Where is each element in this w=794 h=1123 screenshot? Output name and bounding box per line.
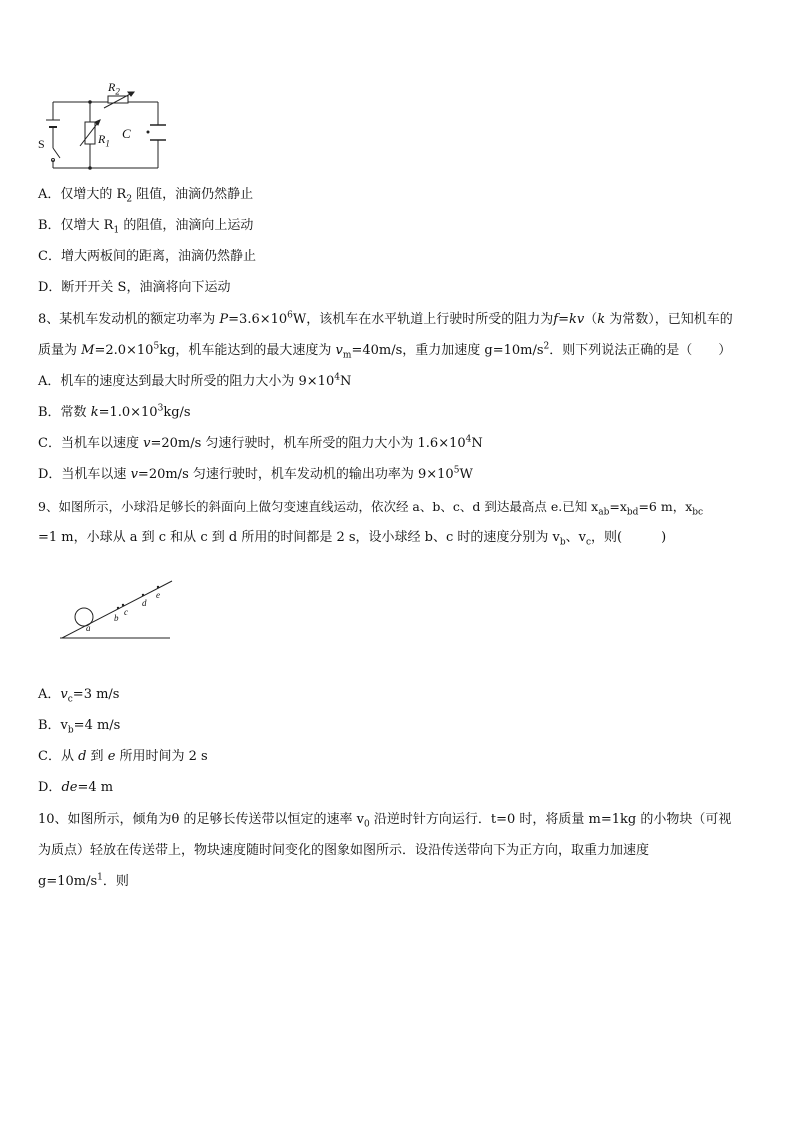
q8-option-d	[38, 466, 473, 484]
q8-d-pre: D．当机车以速	[38, 467, 131, 482]
q8-c-post: N	[471, 436, 483, 451]
q8-s2-sup: 5	[153, 341, 160, 352]
q7-option-a	[38, 186, 253, 204]
q7-b-post: 的阻值，油滴向上运动	[119, 218, 254, 233]
q8-s2-v: v	[335, 343, 343, 358]
q8-s1b: =3.6×10	[228, 312, 288, 327]
incline-label-a: a	[86, 623, 91, 633]
q8-s2b: =2.0×10	[94, 343, 154, 358]
q8-c-mid: =20m/s 匀速行驶时，机车所受的阻力大小为 1.6×10	[150, 436, 466, 451]
incline-label-e: e	[156, 590, 160, 600]
q9-stem-line1	[38, 498, 703, 516]
label-c: C	[122, 126, 131, 141]
q8-s1-p: P	[219, 312, 229, 327]
q10-l1b: 沿逆时针方向运行．t=0 时，将质量 m=1kg 的小物块（可视	[369, 812, 732, 827]
q8-s2-vsub: m	[342, 350, 352, 361]
q8-a-post: N	[339, 374, 352, 389]
q9-option-c	[38, 748, 208, 766]
q10-l3a: g=10m/s	[38, 874, 98, 889]
q9-d-post: =4 m	[77, 780, 114, 795]
q8-stem-line1	[38, 311, 733, 329]
q7-option-b	[38, 217, 253, 235]
q10-stem-line3	[38, 873, 129, 891]
q9-option-b	[38, 717, 120, 735]
q8-s1-sup: 6	[287, 310, 293, 321]
q8-d-v: v	[130, 467, 138, 482]
q7-option-d: D．断开开关 S，油滴将向下运动	[38, 280, 231, 295]
q8-s1d: （	[584, 312, 598, 327]
q10-stem-line1	[38, 811, 731, 829]
q7-a-post: 阻值，油滴仍然静止	[132, 187, 254, 202]
q9-c-d: d	[78, 749, 87, 764]
q8-c-v: v	[143, 436, 151, 451]
q8-s1-f: f=kv	[553, 312, 585, 327]
q9-option-d	[38, 779, 113, 797]
q8-s1-k: k	[597, 312, 606, 327]
q9-s2-sub1: b	[559, 537, 566, 548]
q8-b-post: kg/s	[163, 405, 191, 420]
q7-a-sub: 2	[126, 194, 133, 205]
q8-s2-sup2: 2	[543, 341, 550, 352]
q8-b-k: k	[90, 405, 99, 420]
incline-label-d: d	[142, 598, 147, 608]
q8-a-pre: A．机车的速度达到最大时所受的阻力大小为 9×10	[38, 374, 335, 389]
q9-s1-sub1: ab	[598, 507, 610, 518]
q10-l1a: 10、如图所示，倾角为θ 的足够长传送带以恒定的速率 v	[38, 812, 364, 827]
label-r1-text: R	[98, 132, 106, 146]
q9-a-pre: A．	[38, 687, 61, 702]
q8-d-sup: 5	[453, 465, 460, 476]
q8-b-sup: 3	[157, 403, 164, 414]
label-r2	[108, 80, 120, 95]
label-r2-sub: 2	[115, 86, 120, 97]
label-r1-sub: 1	[105, 138, 110, 149]
q9-b-post: =4 m/s	[73, 718, 121, 733]
q9-d-pre: D．	[38, 780, 62, 795]
q9-s1-sub2: bd	[626, 507, 639, 518]
q9-b-pre: B．v	[38, 718, 68, 733]
q10-l3-sup: 1	[97, 872, 103, 883]
label-r2-text: R	[108, 80, 116, 94]
incline-diagram	[58, 577, 176, 643]
q9-c-mid: 到	[86, 749, 108, 764]
q9-a-v: v	[60, 687, 68, 702]
q7-b-sub: 1	[113, 225, 120, 236]
q8-stem-line2	[38, 342, 731, 360]
q7-a-pre: A．仅增大的 R	[38, 187, 127, 202]
q8-s1c: W，该机车在水平轨道上行驶时所受的阻力为	[292, 312, 554, 327]
label-s: S	[38, 137, 45, 151]
q9-stem-line2	[38, 529, 666, 547]
q8-c-sup: 4	[465, 434, 472, 445]
q9-s1-mid: =x	[609, 499, 627, 514]
q8-option-a	[38, 373, 351, 391]
q9-b-sub: b	[67, 725, 74, 736]
q8-b-pre: B．常数	[38, 405, 91, 420]
q9-s1-sub3: bc	[692, 507, 704, 518]
q9-c-pre: C．从	[38, 749, 79, 764]
q8-s2-m: M	[81, 343, 95, 358]
q9-c-post: 所用时间为 2 s	[115, 749, 208, 764]
q8-s1e: 为常数），已知机车的	[605, 312, 733, 327]
q9-a-sub: c	[67, 694, 73, 705]
incline-label-c: c	[124, 607, 128, 617]
q9-s1-end: =6 m，x	[638, 499, 693, 514]
q8-s1a: 8、某机车发动机的额定功率为	[38, 312, 220, 327]
q8-b-mid: =1.0×10	[98, 405, 158, 420]
q9-option-a	[38, 686, 119, 704]
q8-d-post: W	[459, 467, 473, 482]
q9-s2: =1 m，小球从 a 到 c 和从 c 到 d 所用的时间都是 2 s，设小球经 b、c 时的速度分别为 v	[38, 530, 560, 545]
circuit-diagram	[38, 80, 173, 172]
q9-d-de: de	[61, 780, 78, 795]
q8-s2e: ．则下列说法正确的是（ ）	[549, 343, 732, 358]
q8-a-sup: 4	[334, 372, 340, 383]
q8-c-pre: C．当机车以速度	[38, 436, 144, 451]
q9-s1: 9、如图所示，小球沿足够长的斜面向上做匀变速直线运动，依次经 a、b、c、d 到达最高点 e.已知 x	[38, 499, 599, 514]
q10-l3b: ．则	[102, 874, 129, 889]
q10-l1-sub: 0	[363, 819, 370, 830]
q8-s2d: =40m/s，重力加速度 g=10m/s	[351, 343, 544, 358]
q9-a-post: =3 m/s	[72, 687, 120, 702]
q8-option-b	[38, 404, 191, 422]
q8-s2a: 质量为	[38, 343, 82, 358]
label-r1	[98, 132, 110, 147]
q8-s2c: kg，机车能达到的最大速度为	[159, 343, 336, 358]
q8-option-c	[38, 435, 483, 453]
q7-option-c: C．增大两板间的距离，油滴仍然静止	[38, 249, 256, 264]
incline-label-b: b	[114, 613, 119, 623]
q9-c-e: e	[107, 749, 116, 764]
q7-b-pre: B．仅增大 R	[38, 218, 114, 233]
q9-s2-mid: 、v	[565, 530, 586, 545]
q8-d-mid: =20m/s 匀速行驶时，机车发动机的输出功率为 9×10	[137, 467, 454, 482]
q9-s2-sub2: c	[586, 537, 592, 548]
q10-stem-line2: 为质点）轻放在传送带上，物块速度随时间变化的图象如图所示．设沿传送带向下为正方向，取重力加速度	[38, 843, 650, 858]
q9-s2-end: ，则( )	[591, 530, 667, 545]
